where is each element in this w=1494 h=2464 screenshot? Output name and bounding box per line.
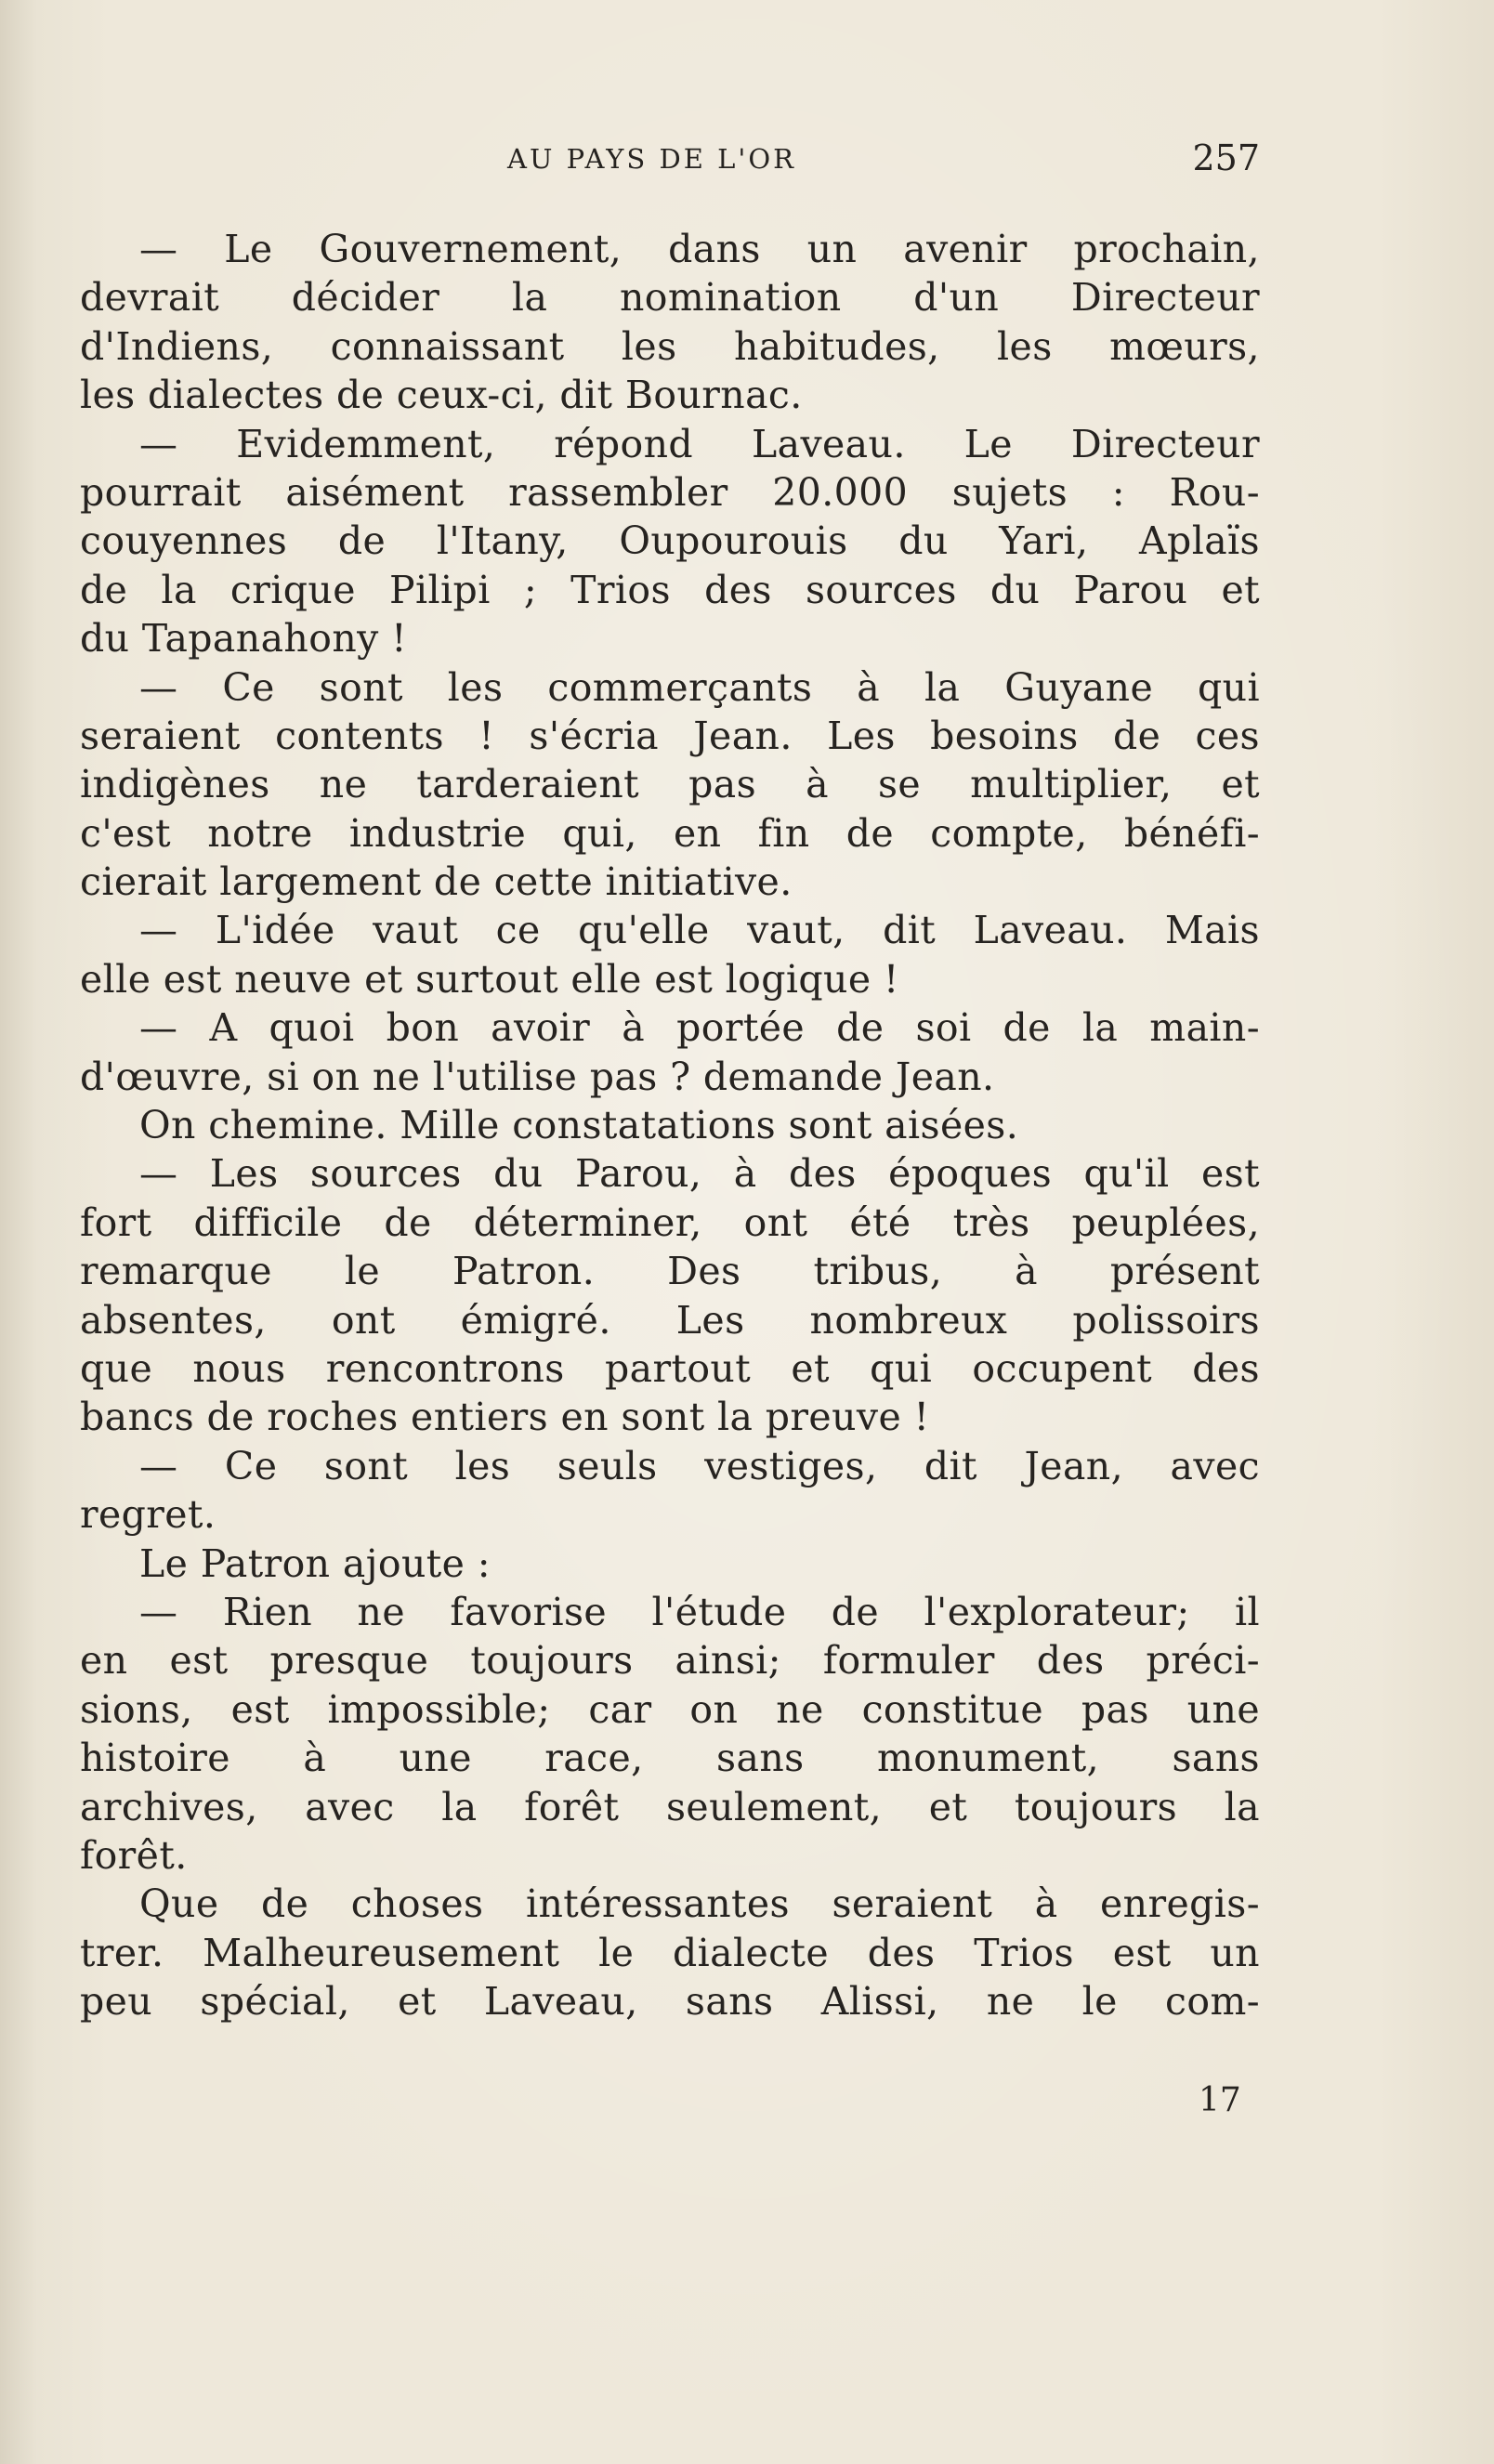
text-line: que nous rencontrons partout et qui occupent des [80,1345,1260,1391]
body-text [80,225,1260,2025]
text-line: couyennes de l'Itany, Oupourouis du Yari, Aplaïs [80,518,1260,564]
text-line: — Evidemment, répond Laveau. Le Directeur [139,421,1260,466]
text-line: d'Indiens, connaissant les habitudes, les mœurs, [80,323,1260,369]
page-header [80,138,1260,184]
text-line: forêt. [80,1832,188,1878]
text-line: remarque le Patron. Des tribus, à présent [80,1249,1260,1294]
text-line: devrait décider la nomination d'un Directeur [80,275,1260,321]
text-line: sions, est impossible; car on ne constitue pas une [80,1686,1260,1732]
text-line: du Tapanahony ! [80,616,407,662]
text-line: pourrait aisément rassembler 20.000 sujets : Rou- [80,469,1260,515]
text-line: elle est neuve et surtout elle est logique ! [80,956,899,1002]
text-line: Le Patron ajoute : [139,1540,491,1586]
text-line: On chemine. Mille constatations sont aisées. [139,1103,1019,1148]
text-line: — Ce sont les seuls vestiges, dit Jean, avec [139,1443,1260,1488]
text-line: trer. Malheureusement le dialecte des Trios est un [80,1930,1260,1975]
text-line: les dialectes de ceux-ci, dit Bournac. [80,373,803,418]
page-number: 257 [1192,138,1260,178]
text-line: cierait largement de cette initiative. [80,859,793,905]
text-line: c'est notre industrie qui, en fin de compte, bénéfi- [80,810,1260,856]
text-line: peu spécial, et Laveau, sans Alissi, ne le com- [80,1979,1260,2025]
text-line: en est presque toujours ainsi; formuler des préci- [80,1638,1260,1684]
running-title: AU PAYS DE L'OR [507,143,796,175]
text-line: indigènes ne tarderaient pas à se multiplier, et [80,762,1260,807]
text-line: histoire à une race, sans monument, sans [80,1736,1260,1781]
text-line: — Les sources du Parou, à des époques qu'il est [139,1151,1260,1197]
text-line: de la crique Pilipi ; Trios des sources du Parou et [80,567,1260,612]
text-line: seraient contents ! s'écria Jean. Les besoins de ces [80,713,1260,758]
text-line: — Le Gouvernement, dans un avenir prochain, [139,227,1260,271]
text-line: archives, avec la forêt seulement, et toujours la [80,1784,1260,1829]
text-line: regret. [80,1492,216,1538]
text-line: — Rien ne favorise l'étude de l'explorateur; il [139,1589,1260,1634]
signature-mark: 17 [1199,2081,1241,2119]
text-line: — Ce sont les commerçants à la Guyane qui [139,664,1260,710]
text-line: — L'idée vaut ce qu'elle vaut, dit Laveau. Mais [139,908,1260,953]
text-line: fort difficile de déterminer, ont été très peuplées, [80,1199,1260,1245]
text-line: absentes, ont émigré. Les nombreux polissoirs [80,1297,1260,1343]
text-line: — A quoi bon avoir à portée de soi de la main- [139,1005,1260,1051]
text-line: Que de choses intéressantes seraient à enregis- [139,1881,1260,1927]
text-line: d'œuvre, si on ne l'utilise pas ? demande Jean. [80,1054,995,1099]
text-line: bancs de roches entiers en sont la preuve ! [80,1395,930,1440]
